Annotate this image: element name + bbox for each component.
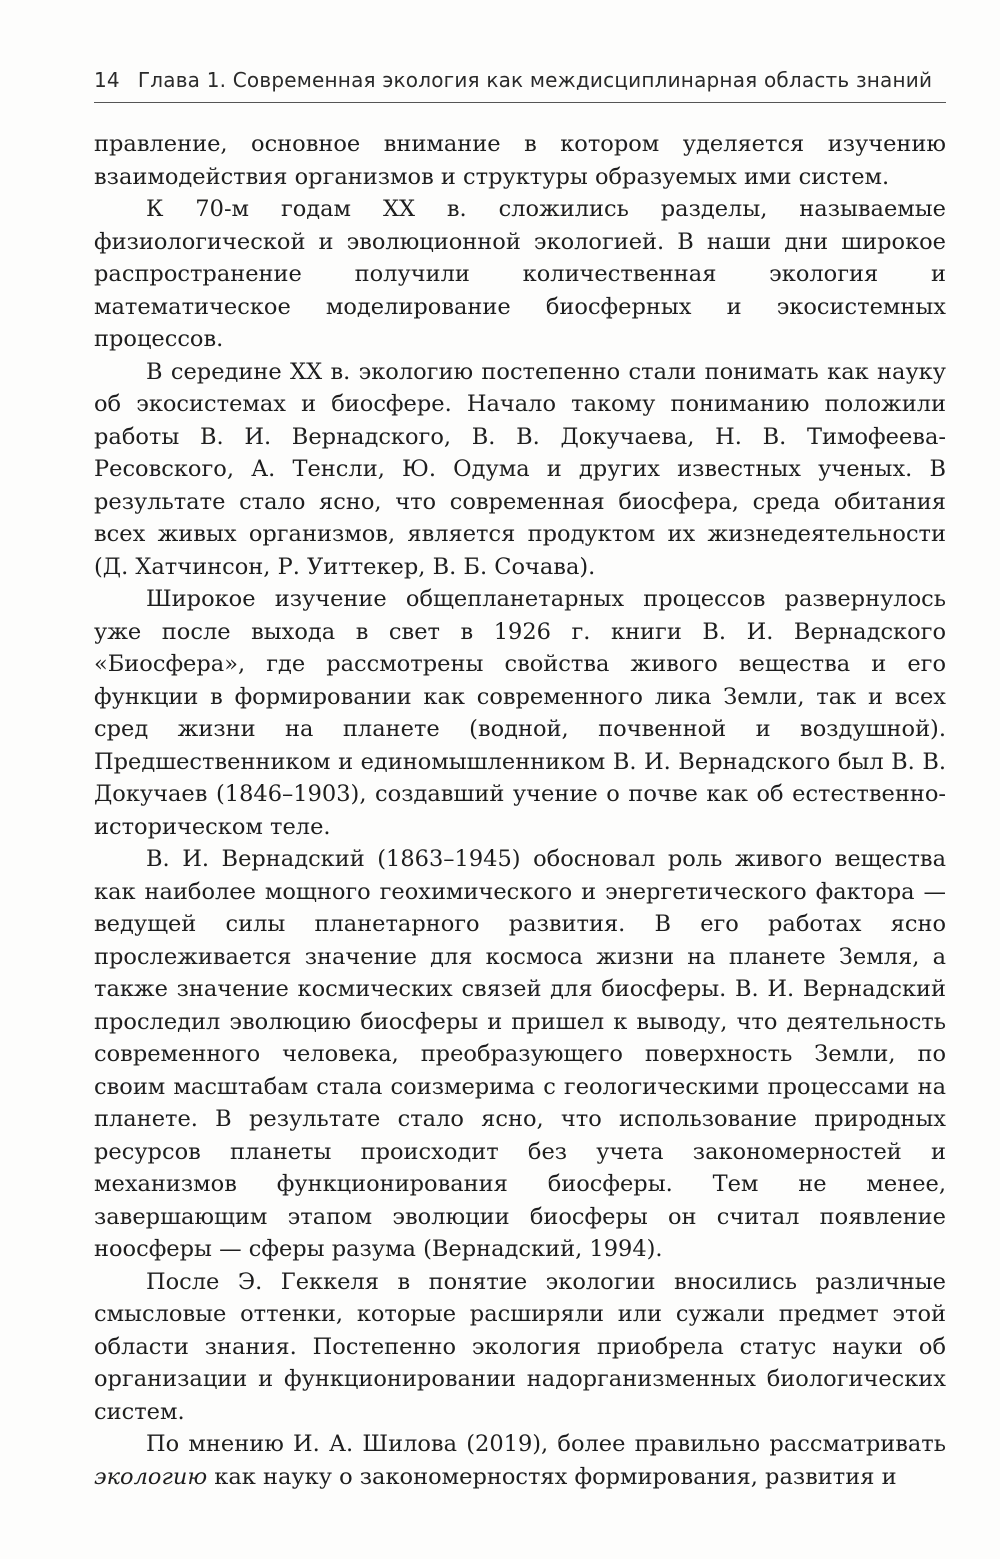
page-number: 14 bbox=[94, 68, 120, 92]
paragraph-7-start: По мнению И. А. Шилова (2019), более правильно рассматривать bbox=[146, 1431, 946, 1457]
header-divider bbox=[94, 102, 946, 103]
italic-term-ecology: экологию bbox=[94, 1463, 208, 1490]
paragraph-6: После Э. Геккеля в понятие экологии вносились различные смысловые оттенки, которые расширяли или сужали предмет этой области знания. Постепенно экология приобрела статус науки об организации и функционировании надорганизменных биологических систем. bbox=[94, 1268, 946, 1425]
running-header bbox=[94, 60, 944, 100]
paragraph-5: В. И. Вернадский (1863–1945) обосновал роль живого вещества как наиболее мощного геохимического и энергетического фактора — ведущей силы планетарного развития. В его работах ясно прослеживается значение для космоса жизни на планете Земля, а также значение космических связей для биосферы. В. И. Вернадский проследил эволюцию биосферы и пришел к выводу, что деятельность современного человека, преобразующего поверхность Земли, по своим масштабам стала соизмерима с геологическими процессами на планете. В результате стало ясно, что использование природных ресурсов планеты происходит без учета закономерностей и механизмов функционирования биосферы. Тем не менее, завершающим этапом эволюции биосферы он считал появление ноосферы — сферы разума (Вернадский, 1994). bbox=[94, 846, 946, 1262]
body-text bbox=[94, 128, 946, 1493]
paragraph-1: правление, основное внимание в котором уделяется изучению взаимодействия организмов и структуры образуемых ими систем. bbox=[94, 131, 946, 190]
paragraph-7 bbox=[94, 1428, 946, 1493]
paragraph-7-end: как науку о закономерностях формирования, развития и bbox=[207, 1463, 897, 1490]
paragraph-2: К 70-м годам XX в. сложились разделы, называемые физиологической и эволюционной экологией. В наши дни широкое распространение получили количественная экология и математическое моделирование биосферных и экосистемных процессов. bbox=[94, 196, 946, 352]
chapter-title: Глава 1. Современная экология как междисциплинарная область знаний bbox=[137, 68, 933, 92]
paragraph-3: В середине XX в. экологию постепенно стали понимать как науку об экосистемах и биосфере. Начало такому пониманию положили работы В. И. Вернадского, В. В. Докучаева, Н. В. Тимофеева-Ресовского, А. Тенсли, Ю. Одума и других известных ученых. В результате стало ясно, что современная биосфера, среда обитания всех живых организмов, является продуктом их жизнедеятельности (Д. Хатчинсон, Р. Уиттекер, В. Б. Сочава). bbox=[94, 358, 946, 580]
paragraph-4: Широкое изучение общепланетарных процессов развернулось уже после выхода в свет в 1926 г. книги В. И. Вернадского «Биосфера», где рассмотрены свойства живого вещества и его функции в формировании как современного лика Земли, так и всех сред жизни на планете (водной, почвенной и воздушной). Предшественником и единомышленником В. И. Вернадского был В. В. Докучаев (1846–1903), создавший учение о почве как об естественно-историческом теле. bbox=[94, 586, 946, 840]
